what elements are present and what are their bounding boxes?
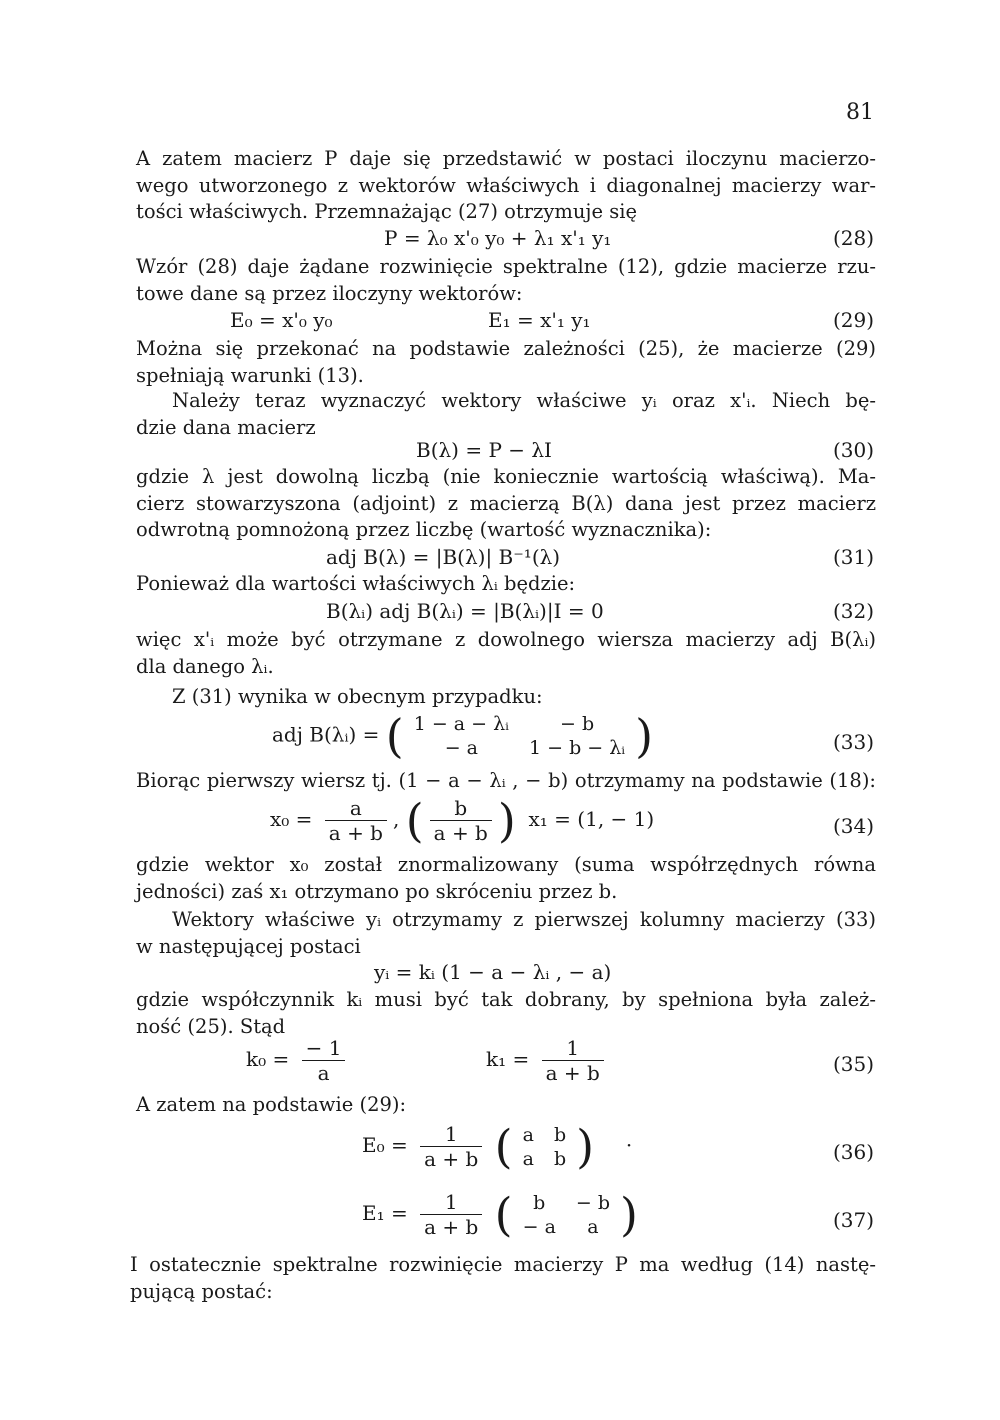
numerator: 1 xyxy=(420,1190,482,1215)
paragraph-13 xyxy=(136,1092,876,1119)
right-paren: ) xyxy=(620,1187,638,1242)
left-paren: ( xyxy=(385,709,404,763)
left-paren: ( xyxy=(494,1187,513,1242)
matrix-cell: b xyxy=(533,1191,546,1214)
text-line: dla danego λᵢ. xyxy=(136,654,274,678)
equation-number-37: (37) xyxy=(832,1208,874,1232)
equation-37-lhs: E₁ = xyxy=(362,1201,408,1225)
equation-number-35: (35) xyxy=(832,1052,874,1076)
denominator: a + b xyxy=(433,821,488,845)
equation-35-k1 xyxy=(486,1036,610,1085)
text-line: towe dane są przez iloczyny wektorów: xyxy=(136,281,523,305)
equation-36-lhs: E₀ = xyxy=(362,1133,408,1157)
denominator: a + b xyxy=(328,821,383,845)
right-paren: ) xyxy=(635,709,654,763)
equation-number-33: (33) xyxy=(832,730,874,754)
numerator: a xyxy=(325,796,387,821)
paragraph-11 xyxy=(136,907,876,960)
text-line: spełniają warunki (13). xyxy=(136,363,364,387)
matrix-cell: a xyxy=(587,1215,599,1238)
numerator: b xyxy=(430,796,492,821)
fraction xyxy=(430,796,492,845)
equation-number-32: (32) xyxy=(832,599,874,623)
text-line: tości właściwych. Przemnażając (27) otrzymuje się xyxy=(136,200,637,223)
equation-36 xyxy=(362,1119,633,1174)
matrix-cell: a xyxy=(522,1123,534,1146)
page-number: 81 xyxy=(846,100,874,125)
matrix-cell: − b xyxy=(560,713,595,735)
equation-31: adj B(λ) = |B(λ)| B⁻¹(λ) xyxy=(326,545,561,569)
equation-29-left: E₀ = x'₀ y₀ xyxy=(230,308,333,332)
matrix-cell: 1 − b − λᵢ xyxy=(529,737,626,759)
equation-35-k0 xyxy=(246,1036,351,1085)
equation-28: P = λ₀ x'₀ y₀ + λ₁ x'₁ y₁ xyxy=(384,226,612,250)
paragraph-3 xyxy=(136,336,876,389)
equation-33-lhs: adj B(λᵢ) = xyxy=(272,722,380,747)
paragraph-1 xyxy=(136,146,876,226)
text-line: dzie dana macierz xyxy=(136,415,316,439)
denominator: a xyxy=(317,1061,330,1085)
paragraph-9 xyxy=(136,768,876,795)
equation-34: x₀ = $\frac{a}{a + b}$ , ( $\frac{b}{a + b}$ ) x₁ = (1, − 1) xyxy=(270,793,655,848)
text-line: gdzie współczynnik kᵢ musi być tak dobrany, by spełniona była zależ- xyxy=(136,988,876,1011)
text-line: Biorąc pierwszy wiersz tj. (1 − a − λᵢ , − b) otrzymamy na podstawie (18): xyxy=(136,769,876,792)
matrix-cell: − a xyxy=(522,1215,556,1238)
paragraph-7 xyxy=(136,627,876,680)
dot-mark: · xyxy=(625,1133,633,1157)
text-line: więc x'ᵢ może być otrzymane z dowolnego wiersza macierzy adj B(λᵢ) xyxy=(136,628,876,651)
equation-number-34: (34) xyxy=(832,814,874,838)
text-line: Należy teraz wyznaczyć wektory właściwe yᵢ oraz x'ᵢ. Niech bę- xyxy=(172,389,876,412)
matrix-cell: 1 − a − λᵢ xyxy=(413,713,509,735)
paragraph-5 xyxy=(136,464,876,544)
numerator: 1 xyxy=(542,1036,604,1061)
paragraph-2 xyxy=(136,254,876,307)
equation-29-right: E₁ = x'₁ y₁ xyxy=(488,308,591,332)
text-line: cierz stowarzyszona (adjoint) z macierzą B(λ) dana jest przez macierz xyxy=(136,491,876,515)
numerator: 1 xyxy=(420,1122,482,1147)
left-paren: ( xyxy=(494,1119,513,1174)
text-line: pującą postać: xyxy=(130,1279,273,1303)
equation-34-lhs: x₀ = xyxy=(270,807,313,831)
fraction xyxy=(542,1036,604,1085)
text-line: odwrotną pomnożoną przez liczbę (wartość wyznacznika): xyxy=(136,518,712,541)
fraction xyxy=(302,1036,346,1085)
matrix-37 xyxy=(513,1191,620,1239)
text-line: Można się przekonać na podstawie zależności (25), że macierze (29) xyxy=(136,337,876,360)
text-line: Z (31) wynika w obecnym przypadku: xyxy=(172,685,543,708)
equation-number-29: (29) xyxy=(832,308,874,332)
matrix-cell: a xyxy=(522,1147,534,1170)
matrix-cell: b xyxy=(553,1147,567,1170)
matrix-cell: − b xyxy=(575,1191,611,1214)
equation-number-30: (30) xyxy=(832,438,874,462)
text-line: ność (25). Stąd xyxy=(136,1014,286,1038)
denominator: a + b xyxy=(545,1061,600,1085)
paragraph-14 xyxy=(130,1252,876,1305)
text-line: I ostatecznie spektralne rozwinięcie macierzy P ma według (14) nastę- xyxy=(130,1253,876,1276)
right-paren: ) xyxy=(576,1119,595,1174)
numerator: − 1 xyxy=(302,1036,346,1061)
paragraph-12 xyxy=(136,987,876,1040)
fraction xyxy=(325,796,387,845)
matrix-cell: b xyxy=(553,1123,567,1146)
paragraph-4 xyxy=(136,388,876,441)
denominator: a + b xyxy=(424,1147,479,1171)
equation-34-rhs: x₁ = (1, − 1) xyxy=(528,807,655,831)
text-line: gdzie λ jest dowolną liczbą (nie koniecznie wartością właściwą). Ma- xyxy=(136,465,876,488)
matrix-36 xyxy=(513,1123,577,1171)
matrix-33 xyxy=(404,712,635,760)
equation-35-k0-lhs: k₀ = xyxy=(246,1047,290,1071)
text-line: Wzór (28) daje żądane rozwinięcie spektralne (12), gdzie macierze rzu- xyxy=(136,255,876,278)
equation-35-k1-lhs: k₁ = xyxy=(486,1047,530,1071)
right-paren: ) xyxy=(497,793,516,848)
text-line: Wektory właściwe yᵢ otrzymamy z pierwszej kolumny macierzy (33) xyxy=(172,908,876,931)
equation-number-31: (31) xyxy=(832,545,874,569)
equation-30: B(λ) = P − λI xyxy=(416,438,552,462)
text-line: jedności) zaś x₁ otrzymano po skróceniu przez b. xyxy=(136,879,618,903)
text-line: wego utworzonego z wektorów właściwych i diagonalnej macierzy war- xyxy=(136,173,876,197)
paragraph-6 xyxy=(136,571,876,598)
left-paren: ( xyxy=(405,793,424,848)
equation-37 xyxy=(362,1187,638,1242)
matrix-cell: − a xyxy=(444,737,478,759)
text-line: gdzie wektor x₀ został znormalizowany (suma współrzędnych równa xyxy=(136,853,876,876)
paragraph-10 xyxy=(136,852,876,905)
fraction xyxy=(420,1122,482,1171)
text-line: Ponieważ dla wartości właściwych λᵢ będzie: xyxy=(136,572,576,595)
text-line: A zatem macierz P daje się przedstawić w postaci iloczynu macierzo- xyxy=(136,147,876,170)
equation-32: B(λᵢ) adj B(λᵢ) = |B(λᵢ)|I = 0 xyxy=(326,599,604,623)
equation-yi: yᵢ = kᵢ (1 − a − λᵢ , − a) xyxy=(374,960,612,984)
equation-number-36: (36) xyxy=(832,1140,874,1164)
paragraph-8 xyxy=(136,684,876,711)
equation-number-28: (28) xyxy=(832,226,874,250)
equation-33 xyxy=(272,709,654,763)
text-line: w następującej postaci xyxy=(136,934,361,958)
fraction xyxy=(420,1190,482,1239)
denominator: a + b xyxy=(424,1215,479,1239)
text-line: A zatem na podstawie (29): xyxy=(136,1093,407,1116)
